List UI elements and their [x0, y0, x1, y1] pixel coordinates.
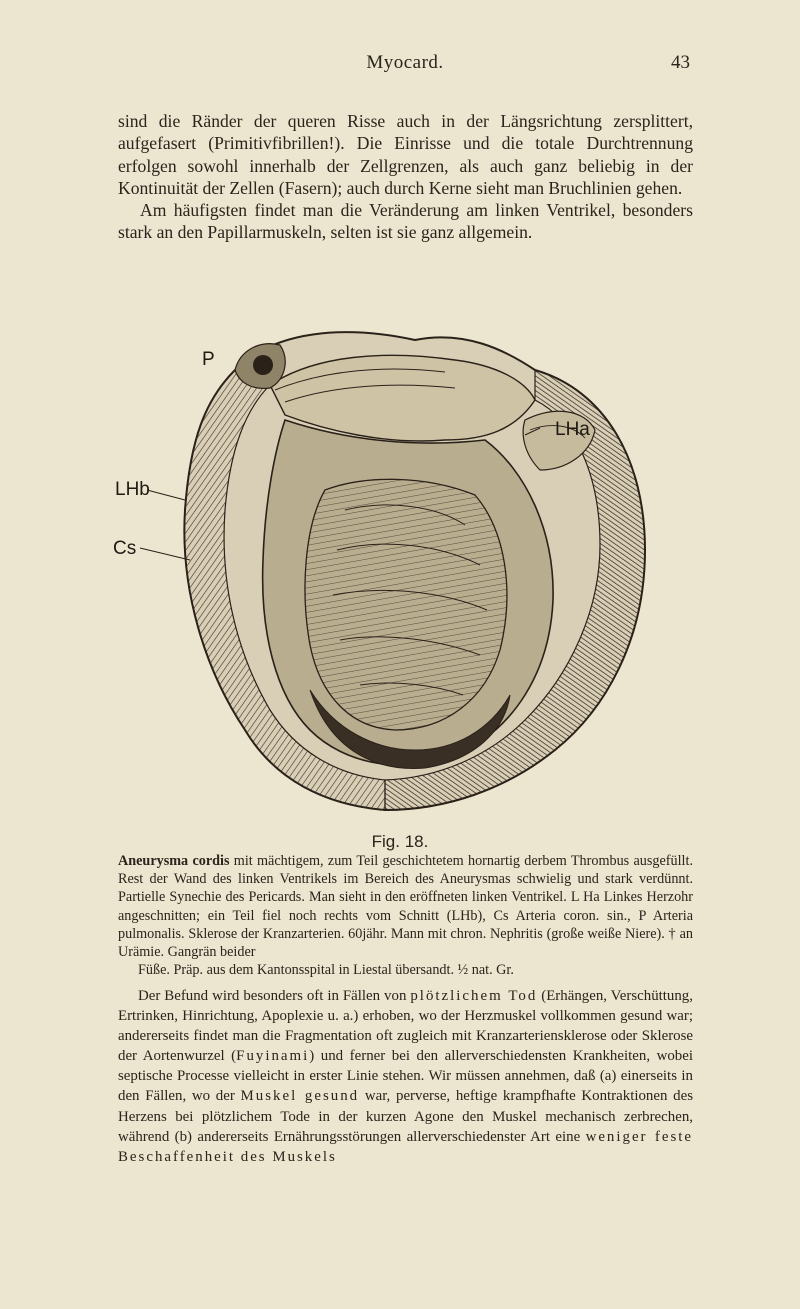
- page-header: [120, 52, 690, 92]
- label-lha: LHa: [555, 419, 590, 440]
- thrombus-mass: [305, 479, 507, 730]
- caption-text: mit mächtigem, zum Teil geschichtetem hornartig derbem Thrombus ausgefüllt. Rest der Wand des linken Ventrikels im Bereich des Aneurysmas schwielig und stark verdünnt. Partielle Synechie des Pericards. Man sieht in den eröffneten linken Ventrikel. L Ha Linkes Herzohr angeschnitten; ein Teil fiel noch rechts vom Schnitt (LHb), Cs Arteria coron. sin., P Arteria pulmonalis. Sklerose der Kranzarterien. 60jähr. Mann mit chron. Nephritis (große weiße Niere). † an Urämie. Gangrän beider: [118, 853, 693, 961]
- body-text-2: (Erhängen, Verschüttung, Ertrinken, Hinrichtung, Apoplexie u. a.) erhoben, wo der Herzmuskel vollkommen gesund war; andererseits findet man die Fragmentation oft zugleich mit Kranzarteriensklerose oder Sklerose der Aortenwurzel (: [118, 988, 693, 1065]
- paragraph-2: Am häufigsten findet man die Veränderung am linken Ventrikel, besonders stark an den Papillarmuskeln, selten ist sie ganz allgemein.: [118, 200, 693, 243]
- body-emphasis-2: Fuyinami: [236, 1048, 310, 1065]
- running-title: Myocard.: [366, 52, 444, 73]
- label-lhb: LHb: [115, 479, 150, 500]
- figure-number: Fig. 18.: [371, 832, 429, 851]
- body-text-1: Der Befund wird besonders oft in Fällen von: [138, 988, 411, 1004]
- paragraph-1: sind die Ränder der queren Risse auch in der Längsrichtung zersplittert, aufgefasert (Primitivfibrillen!). Die Einrisse und die totale Durchtrennung erfolgen sowohl innerhalb der Zellgrenzen, als auch ganz beliebig in der Kontinuität der Zellen (Fasern); auch durch Kerne sieht man Bruchlinien gehen.: [118, 111, 693, 199]
- body-emphasis-3: Muskel gesund: [240, 1088, 360, 1105]
- heart-illustration: [85, 310, 715, 830]
- body-text-3: ) und ferner bei den allerverschiedensten Krankheiten, wobei septische Processe vielleicht in erster Linie stehen. Wir müssen annehmen, daß (a) einerseits in den Fällen, wo der: [118, 1048, 693, 1105]
- body-paragraph-3: [118, 986, 693, 1167]
- body-emphasis-4: weniger feste Beschaffenheit des Muskels: [118, 1128, 693, 1165]
- body-text-4: war, perverse, heftige krampfhafte Kontraktionen des Herzens bei plötzlichem Tode in der kurzen Agone den Muskel mechanisch zerbrechen, während (b) andererseits Ernährungsstörungen allerverschiedenster Art eine: [118, 1088, 693, 1145]
- caption-last-line: Füße. Präp. aus dem Kantonsspital in Liestal übersandt. ½ nat. Gr.: [138, 962, 514, 979]
- figure-caption: [118, 852, 693, 979]
- body-emphasis-1: plötzlichem Tod: [410, 988, 538, 1004]
- label-p: P: [202, 349, 215, 370]
- label-cs: Cs: [113, 538, 137, 559]
- heart-drawing: [85, 310, 715, 830]
- page-number: 43: [671, 52, 690, 73]
- caption-lead: Aneurysma cordis: [118, 853, 230, 869]
